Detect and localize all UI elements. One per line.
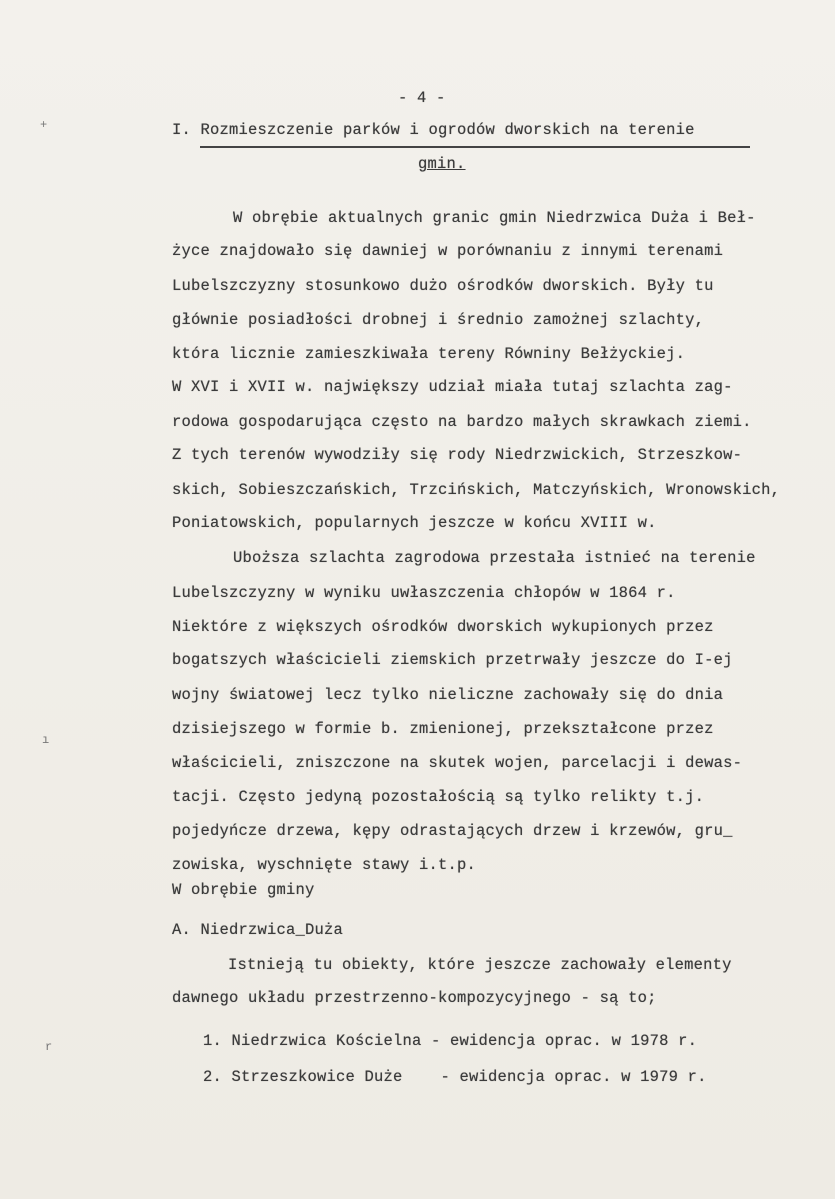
- section-a-heading: A. Niedrzwica_Duża: [172, 921, 344, 939]
- paragraph3-line: Istnieją tu obiekty, które jeszcze zachowały elementy: [228, 956, 732, 974]
- paragraph3-line: dawnego układu przestrzenno-kompozycyjnego - są to;: [172, 989, 657, 1007]
- paragraph1-line: Poniatowskich, popularnych jeszcze w końcu XVIII w.: [172, 514, 657, 532]
- paragraph1-line: głównie posiadłości drobnej i średnio zamożnej szlachty,: [172, 311, 705, 329]
- paragraph1-line: Z tych terenów wywodziły się rody Niedrzwickich, Strzeszkow-: [172, 446, 743, 464]
- heading-line-2: gmin.: [418, 155, 466, 173]
- paragraph2-line: Niektóre z większych ośrodków dworskich wykupionych przez: [172, 618, 714, 636]
- paragraph2-line: wojny światowej lecz tylko nieliczne zachowały się do dnia: [172, 686, 724, 704]
- paragraph1-line: W XVI i XVII w. największy udział miała tutaj szlachta zag-: [172, 378, 733, 396]
- paragraph2-line: dzisiejszego w formie b. zmienionej, przekształcone przez: [172, 720, 714, 738]
- paragraph2-line: Uboższa szlachta zagrodowa przestała istnieć na terenie: [233, 549, 756, 567]
- heading-line-1: I. Rozmieszczenie parków i ogrodów dworskich na terenie: [172, 121, 695, 139]
- paragraph1-line: W obrębie aktualnych granic gmin Niedrzwica Duża i Beł-: [233, 209, 756, 227]
- paragraph1-line: która licznie zamieszkiwała tereny Równiny Bełżyckiej.: [172, 345, 686, 363]
- paragraph2-line: bogatszych właścicieli ziemskich przetrwały jeszcze do I-ej: [172, 651, 733, 669]
- list-item: 1. Niedrzwica Kościelna - ewidencja oprac. w 1978 r.: [203, 1032, 698, 1050]
- binding-hole-mark: ı: [42, 733, 50, 747]
- binding-hole-mark: +: [40, 118, 48, 132]
- paragraph2-line: właścicieli, zniszczone na skutek wojen, parcelacji i dewas-: [172, 754, 743, 772]
- page-number: - 4 -: [398, 89, 446, 107]
- list-item: 2. Strzeszkowice Duże - ewidencja oprac. w 1979 r.: [203, 1068, 707, 1086]
- within-gmina-label: W obrębie gminy: [172, 881, 315, 899]
- paragraph2-line: Lubelszczyzny w wyniku uwłaszczenia chłopów w 1864 r.: [172, 584, 676, 602]
- paragraph1-line: rodowa gospodarująca często na bardzo małych skrawkach ziemi.: [172, 413, 752, 431]
- heading-underline: [200, 146, 750, 148]
- paragraph1-line: skich, Sobieszczańskich, Trzcińskich, Matczyńskich, Wronowskich,: [172, 481, 781, 499]
- paragraph1-line: życe znajdowało się dawniej w porównaniu z innymi terenami: [172, 242, 724, 260]
- paragraph2-line: tacji. Często jedyną pozostałością są tylko relikty t.j.: [172, 788, 705, 806]
- paragraph2-line: pojedyńcze drzewa, kępy odrastających drzew i krzewów, gru_: [172, 822, 733, 840]
- binding-hole-mark: r: [45, 1040, 53, 1054]
- paragraph2-line: zowiska, wyschnięte stawy i.t.p.: [172, 856, 477, 874]
- paragraph1-line: Lubelszczyzny stosunkowo dużo ośrodków dworskich. Były tu: [172, 277, 714, 295]
